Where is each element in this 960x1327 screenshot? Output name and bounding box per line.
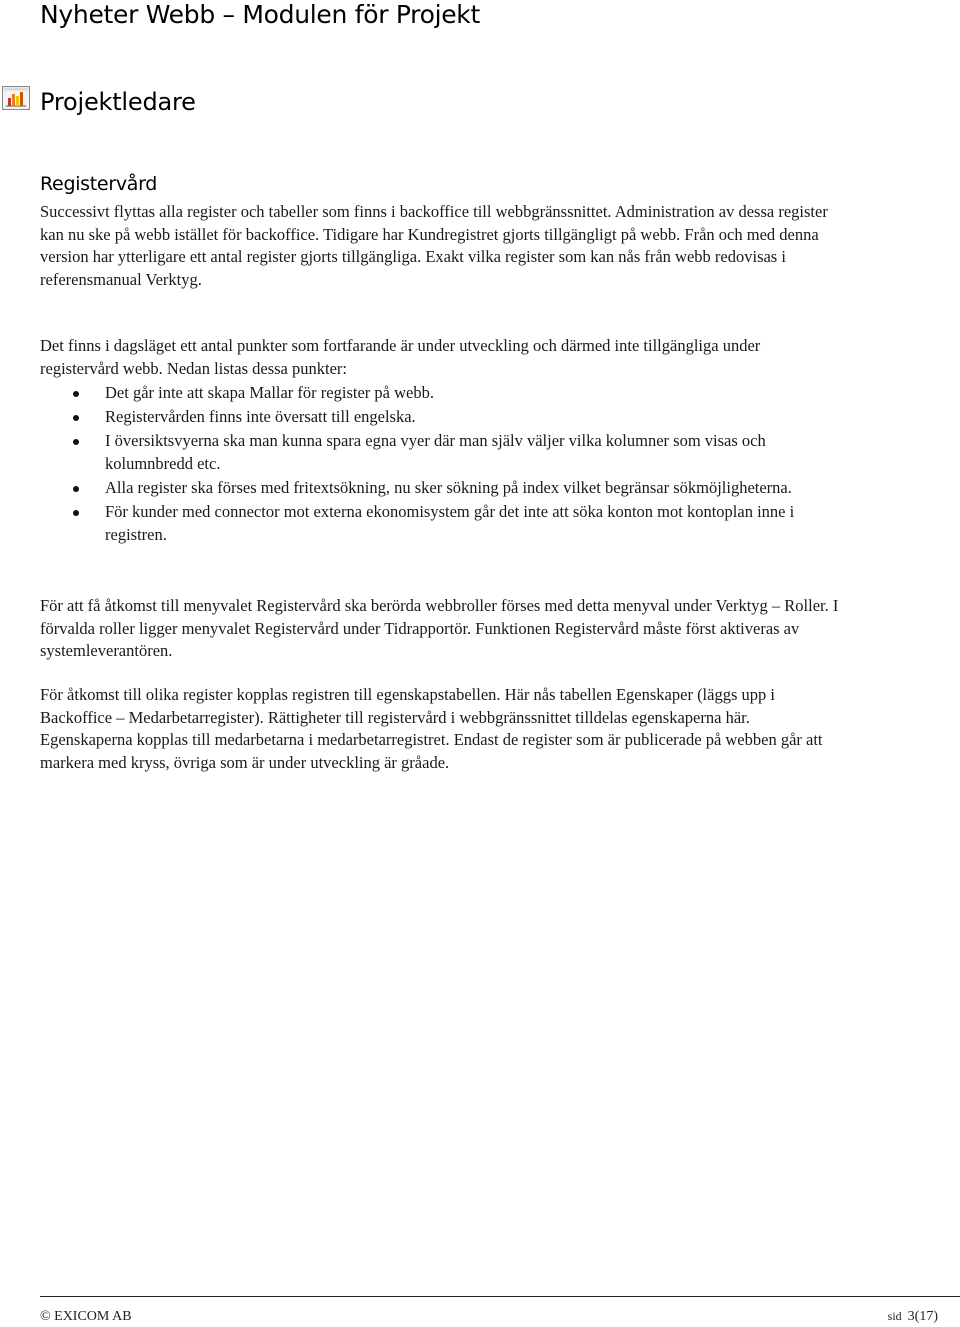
paragraph-properties: För åtkomst till olika register kopplas registren till egenskapstabellen. Här nås tabellen Egenskaper (läggs upp i Backoffice – Medarbetarregister). Rättigheter till registervård i webbgränssnittet tilldelas egenskaperna här. Egenskaperna kopplas till medarbetarna i medarbetarregistret. Endast de register som är publicerade på webben går att markera med kryss, övriga som är under utveckling är gråade. xyxy=(40,685,823,772)
list-item xyxy=(40,406,840,429)
bullet-icon xyxy=(73,486,79,492)
paragraph-development: Det finns i dagsläget ett antal punkter som fortfarande är under utveckling och därmed inte tillgängliga under registervård webb. Nedan listas dessa punkter: xyxy=(40,336,761,378)
bullet-icon xyxy=(73,510,79,516)
footer-company: © EXICOM AB xyxy=(40,1309,132,1324)
list-item xyxy=(40,501,840,546)
icon-bar-3 xyxy=(16,96,19,106)
paragraph-access: För att få åtkomst till menyvalet Registervård ska berörda webbroller förses med detta menyval under Verktyg – Roller. I förvalda roller ligger menyvalet Registervård under Tidrapportör. Funktionen Registervård måste först aktiveras av systemleverantören. xyxy=(40,596,839,661)
footer-page xyxy=(888,1309,938,1325)
list-item-text: För kunder med connector mot externa ekonomisystem går det inte att söka konton mot kontoplan inne i registren. xyxy=(105,501,795,544)
page-label: sid xyxy=(887,1309,902,1323)
section-title: Projektledare xyxy=(40,88,196,116)
icon-bar-4 xyxy=(20,92,23,106)
limitations-list xyxy=(40,382,840,548)
bar-chart-icon xyxy=(2,86,30,110)
icon-bar-1 xyxy=(8,98,11,106)
list-item xyxy=(40,382,840,405)
bullet-icon xyxy=(73,415,79,421)
list-item xyxy=(40,430,840,475)
list-item-text: Registervården finns inte översatt till engelska. xyxy=(105,407,416,427)
list-item xyxy=(40,477,840,500)
list-item-text: Det går inte att skapa Mallar för register på webb. xyxy=(105,383,434,402)
document-title: Nyheter Webb – Modulen för Projekt xyxy=(40,0,480,29)
subsection-heading: Registervård xyxy=(40,173,158,195)
page-number: 3(17) xyxy=(907,1309,938,1324)
bullet-icon xyxy=(73,439,79,445)
footer-divider xyxy=(40,1296,960,1297)
bullet-icon xyxy=(73,391,79,397)
list-item-text: Alla register ska förses med fritextsökning, nu sker sökning på index vilket begränsar sökmöjligheterna. xyxy=(105,477,792,497)
paragraph-intro: Successivt flyttas alla register och tabeller som finns i backoffice till webbgränssnittet. Administration av dessa register kan nu ske på webb istället för backoffice. Tidigare har Kundregistret gjorts tillgängligt på webb. Från och med denna version har ytterligare ett antal register gjorts tillgängliga. Exakt vilka register som kan nås från webb redovisas i referensmanual Verktyg. xyxy=(40,202,828,289)
icon-bar-2 xyxy=(12,94,15,106)
list-item-text: I översiktsvyerna ska man kunna spara egna vyer där man själv väljer vilka kolumner som visas och kolumnbredd etc. xyxy=(105,431,766,473)
